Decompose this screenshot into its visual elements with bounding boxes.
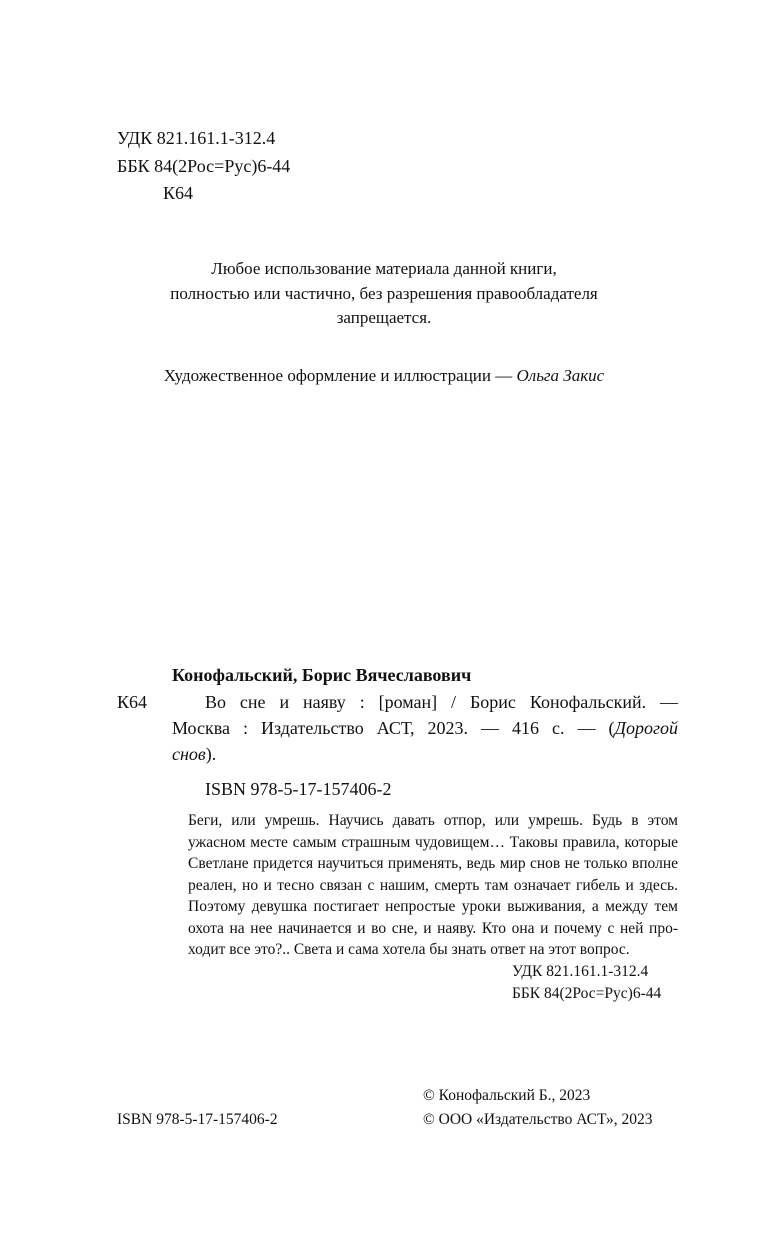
bibliographic-line-3	[172, 742, 216, 766]
card-udk-code: УДК 821.161.1-312.4	[512, 963, 649, 980]
annotation-line: Светлане придется научиться применять, ведь мир снов не только вполне	[188, 855, 678, 872]
card-isbn: ISBN 978-5-17-157406-2	[205, 779, 392, 799]
copyright-publisher: © ООО «Издательство АСТ», 2023	[423, 1111, 653, 1128]
copyright-notice-line-2: полностью или частично, без разрешения правообладателя	[170, 284, 598, 303]
copyright-author: © Конофальский Б., 2023	[423, 1087, 591, 1104]
annotation-line: охота на нее начинается и во сне, и наяву. Кто она и почему с ней про-	[188, 919, 678, 937]
bibliographic-line-1: Во сне и наяву : [роман] / Борис Конофальский. —	[205, 692, 678, 712]
annotation	[188, 810, 678, 961]
annotation-line: реален, но и тесно связан с нашим, смерть там означает гибель и здесь.	[188, 876, 678, 894]
copyright-notice-line-1: Любое использование материала данной книги,	[211, 259, 557, 278]
card-bbk-code: ББК 84(2Рос=Рус)6-44	[512, 985, 662, 1002]
udk-code: УДК 821.161.1-312.4	[117, 128, 276, 148]
annotation-line: Поэтому девушка постигает непростые уроки выживания, а между тем	[188, 898, 678, 915]
card-author: Конофальский, Борис Вячеславович	[172, 665, 472, 685]
annotation-line: Беги, или умрешь. Научись давать отпор, или умрешь. Будь в этом	[188, 812, 678, 829]
art-credit	[0, 364, 768, 387]
bbk-code: ББК 84(2Рос=Рус)6-44	[117, 156, 291, 176]
annotation-line: ужасном месте самым страшным чудовищем… Таковы правила, которые	[188, 833, 678, 851]
bibliographic-line-2	[172, 716, 678, 740]
card-index: К64	[117, 692, 148, 712]
series-title-part-1: Дорогой	[614, 718, 678, 738]
annotation-line: ходит все это?.. Света и сама хотела бы знать ответ на этот вопрос.	[188, 941, 630, 958]
series-title-part-2: снов	[172, 744, 206, 764]
footer-isbn: ISBN 978-5-17-157406-2	[117, 1111, 278, 1128]
bib-line2-text: Москва : Издательство АСТ, 2023. — 416 с. — (	[172, 718, 615, 738]
bib-line3-text: ).	[205, 744, 217, 764]
art-credit-label: Художественное оформление и иллюстрации —	[163, 366, 517, 385]
art-credit-name: Ольга Закис	[516, 366, 605, 385]
copyright-notice-line-3: запрещается.	[336, 308, 432, 327]
author-sign: К64	[163, 183, 194, 203]
